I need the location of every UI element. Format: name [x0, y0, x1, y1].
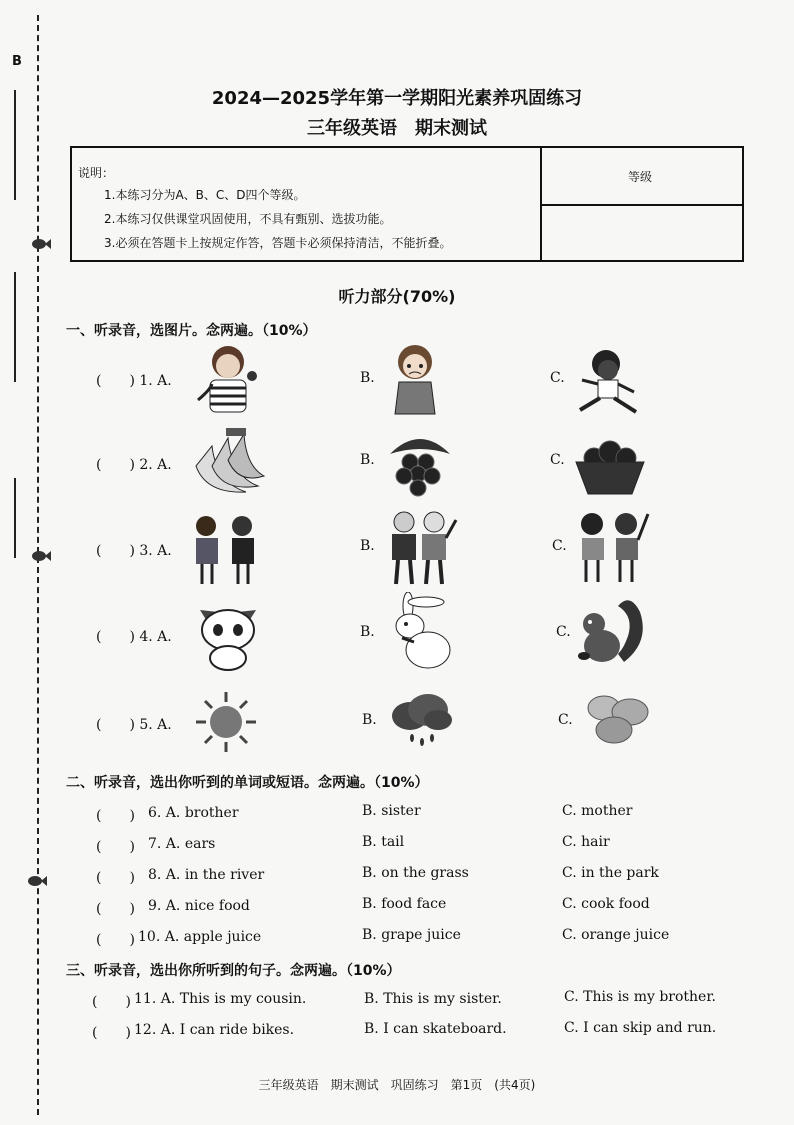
rain-cloud-picture — [388, 690, 454, 750]
page-title: 2024—2025学年第一学期阳光素养巩固练习 — [211, 88, 583, 109]
fish-icon — [26, 873, 48, 889]
fish-icon — [30, 548, 52, 564]
squirrel-picture — [574, 592, 650, 670]
option-a: 7. A. ears — [148, 836, 216, 852]
option-a: 12. A. I can ride bikes. — [134, 1022, 295, 1038]
option-c-label: C. — [558, 712, 573, 728]
option-b-label: B. — [362, 712, 377, 728]
option-b-label: B. — [360, 624, 375, 640]
section-2-title: 二、听录音，选出你听到的单词或短语。念两遍。（10%） — [66, 775, 429, 791]
option-b: B. This is my sister. — [364, 991, 502, 1007]
page-subtitle: 三年级英语 期末测试 — [307, 118, 487, 139]
cut-line — [37, 15, 39, 1115]
option-c: C. mother — [562, 803, 633, 819]
answer-paren: ( ) — [96, 839, 135, 855]
option-b: B. tail — [362, 834, 405, 850]
bananas-picture — [186, 426, 266, 496]
option-a: 11. A. This is my cousin. — [134, 991, 307, 1007]
option-c: C. I can skip and run. — [564, 1020, 717, 1036]
question-label: ( ) 2. A. — [96, 457, 172, 473]
crying-girl-picture — [385, 340, 445, 416]
question-label: ( ) 3. A. — [96, 543, 172, 559]
kids-waving-picture — [572, 508, 652, 586]
option-c: C. This is my brother. — [564, 989, 716, 1005]
notes-box — [70, 146, 744, 262]
section-3-title: 三、听录音，选出你所听到的句子。念两遍。（10%） — [66, 963, 401, 979]
running-boy-picture — [570, 340, 646, 416]
option-a: 9. A. nice food — [148, 898, 250, 914]
answer-paren: ( ) — [96, 808, 135, 824]
option-c: C. orange juice — [562, 927, 670, 943]
option-a: 8. A. in the river — [148, 867, 265, 883]
option-b: B. sister — [362, 803, 421, 819]
answer-paren: ( ) — [96, 932, 135, 948]
option-b: B. I can skateboard. — [364, 1021, 507, 1037]
notes-label: 说明： — [78, 166, 115, 180]
option-b-label: B. — [360, 370, 375, 386]
fish-icon — [30, 236, 52, 252]
answer-paren: ( ) — [96, 870, 135, 886]
grapes-picture — [380, 424, 460, 498]
rabbit-picture — [384, 592, 460, 670]
notes-line: 1.本练习分为A、B、C、D四个等级。 — [104, 188, 306, 202]
grade-label: 等级 — [628, 170, 653, 184]
option-c-label: C. — [550, 452, 565, 468]
option-a: 6. A. brother — [148, 805, 239, 821]
two-children-picture — [186, 510, 266, 586]
part-title: 听力部分(70%) — [338, 287, 456, 306]
answer-paren: ( ) — [92, 994, 131, 1010]
option-c: C. cook food — [562, 896, 650, 912]
question-label: ( ) 4. A. — [96, 629, 172, 645]
notes-line: 3.必须在答题卡上按规定作答，答题卡必须保持清洁，不能折叠。 — [104, 236, 452, 250]
question-label: ( ) 5. A. — [96, 717, 172, 733]
clouds-picture — [582, 690, 652, 748]
grandparents-picture — [380, 506, 460, 586]
girl-eating-picture — [190, 340, 270, 418]
notes-line: 2.本练习仅供课堂巩固使用，不具有甄别、选拔功能。 — [104, 212, 392, 226]
option-b-label: B. — [360, 538, 375, 554]
option-c: C. hair — [562, 834, 610, 850]
answer-paren: ( ) — [96, 901, 135, 917]
fruit-basket-picture — [570, 428, 650, 498]
option-b: B. on the grass — [362, 865, 469, 881]
option-b-label: B. — [360, 452, 375, 468]
question-label: ( ) 1. A. — [96, 373, 172, 389]
option-a: 10. A. apple juice — [138, 929, 262, 945]
option-c-label: C. — [556, 624, 571, 640]
section-1-title: 一、听录音，选图片。念两遍。（10%） — [66, 323, 317, 339]
margin-letter: B — [12, 54, 22, 69]
option-c: C. in the park — [562, 865, 659, 881]
option-b: B. grape juice — [362, 927, 461, 943]
option-b: B. food face — [362, 896, 447, 912]
option-c-label: C. — [552, 538, 567, 554]
cat-picture — [190, 596, 266, 672]
sun-picture — [194, 690, 258, 754]
margin-rule — [14, 478, 16, 558]
page-footer: 三年级英语 期末测试 巩固练习 第1页 (共4页) — [258, 1078, 536, 1092]
option-c-label: C. — [550, 370, 565, 386]
answer-paren: ( ) — [92, 1025, 131, 1041]
